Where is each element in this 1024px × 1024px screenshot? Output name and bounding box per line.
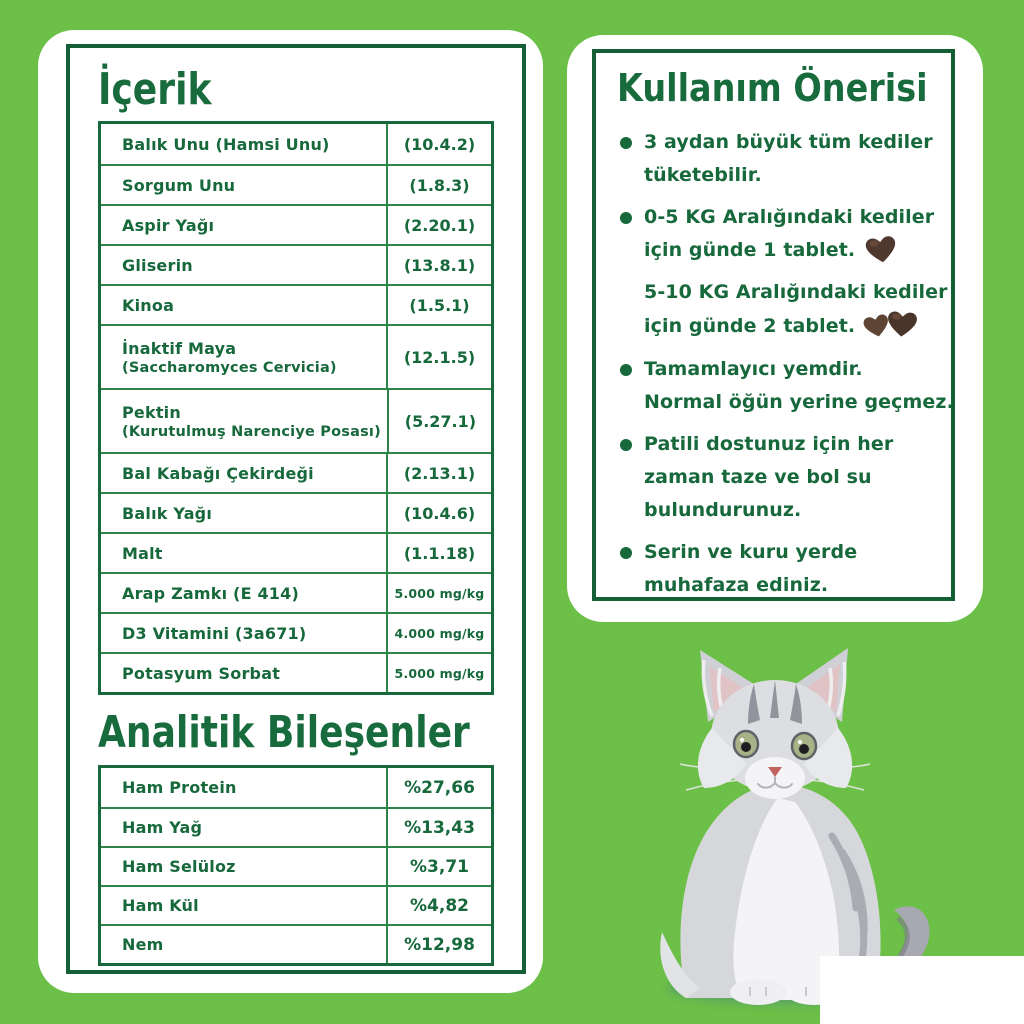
table-row <box>101 846 491 885</box>
ingredient-name: Ham Protein <box>122 778 237 797</box>
table-row <box>101 924 491 963</box>
usage-text: için günde 2 tablet. <box>644 315 856 337</box>
usage-card <box>567 35 983 622</box>
ingredients-table <box>98 121 494 695</box>
ingredient-value: %13,43 <box>386 809 491 846</box>
ingredient-name: Nem <box>122 935 164 954</box>
usage-text: Normal öğün yerine geçmez. <box>644 391 954 413</box>
table-row <box>101 324 491 388</box>
usage-text: bulundurunuz. <box>644 499 802 521</box>
ingredient-name: Aspir Yağı <box>122 215 215 235</box>
usage-text: muhafaza ediniz. <box>644 574 829 596</box>
usage-text: Serin ve kuru yerde <box>644 541 858 563</box>
ingredient-name: Ham Selüloz <box>122 857 236 876</box>
table-row <box>101 612 491 652</box>
ingredient-value: %4,82 <box>386 887 491 924</box>
list-item <box>617 126 947 192</box>
table-row <box>101 244 491 284</box>
table-row <box>101 204 491 244</box>
ingredient-name: D3 Vitamini (3a671) <box>122 623 307 643</box>
table-row <box>101 572 491 612</box>
ingredient-value: (1.5.1) <box>386 286 491 324</box>
ingredient-name: Arap Zamkı (E 414) <box>122 583 299 603</box>
ingredient-value: %27,66 <box>386 768 491 807</box>
bullet-dot-icon <box>620 364 632 376</box>
ingredient-value: %3,71 <box>386 848 491 885</box>
table-row <box>101 768 491 807</box>
usage-text: tüketebilir. <box>644 164 762 186</box>
list-item <box>617 276 947 344</box>
usage-text: Patili dostunuz için her <box>644 433 894 455</box>
ingredient-name: Balık Unu (Hamsi Unu) <box>122 134 330 154</box>
table-row <box>101 284 491 324</box>
ingredient-name: Gliserin <box>122 255 193 275</box>
list-item <box>617 428 947 527</box>
ingredient-value: 5.000 mg/kg <box>386 654 491 692</box>
usage-text: 3 aydan büyük tüm kediler <box>644 131 933 153</box>
ingredient-value: (1.8.3) <box>386 166 491 204</box>
usage-title: Kullanım Önerisi <box>617 66 928 110</box>
usage-text: Tamamlayıcı yemdir. <box>644 358 863 380</box>
ingredients-title: İçerik <box>98 64 212 115</box>
ingredient-name: Sorgum Unu <box>122 175 236 195</box>
corner-cutout <box>820 956 1024 1024</box>
ingredient-value: (13.8.1) <box>386 246 491 284</box>
table-row <box>101 885 491 924</box>
bullet-dot-icon <box>620 547 632 559</box>
ingredient-name: Pektin (Kurutulmuş Narenciye Posası) <box>122 402 381 440</box>
usage-list <box>617 126 954 602</box>
bullet-dot-icon <box>620 137 632 149</box>
heart-kibble-icon <box>862 304 924 344</box>
ingredient-value: (2.20.1) <box>386 206 491 244</box>
ingredient-name: Malt <box>122 543 163 563</box>
list-item <box>617 536 947 602</box>
table-row <box>101 807 491 846</box>
ingredient-value: (12.1.5) <box>386 326 491 388</box>
ingredient-name: Balık Yağı <box>122 503 213 523</box>
ingredient-value: %12,98 <box>386 926 491 963</box>
table-row <box>101 452 491 492</box>
ingredient-value: (2.13.1) <box>386 454 491 492</box>
list-item <box>617 201 947 267</box>
bullet-dot-icon <box>620 212 632 224</box>
analytics-table <box>98 765 494 966</box>
table-row <box>101 388 491 452</box>
table-row <box>101 532 491 572</box>
ingredient-value: (10.4.6) <box>386 494 491 532</box>
bullet-dot-icon <box>620 439 632 451</box>
ingredient-value: (1.1.18) <box>386 534 491 572</box>
ingredient-name: Bal Kabağı Çekirdeği <box>122 463 314 483</box>
ingredient-value: 5.000 mg/kg <box>386 574 491 612</box>
usage-text: 0-5 KG Aralığındaki kediler <box>644 206 935 228</box>
table-row <box>101 492 491 532</box>
ingredient-value: 4.000 mg/kg <box>386 614 491 652</box>
ingredient-name: Ham Kül <box>122 896 199 915</box>
table-row <box>101 652 491 692</box>
ingredients-card <box>38 30 543 993</box>
usage-text: 5-10 KG Aralığındaki kediler <box>644 281 948 303</box>
ingredient-name: Kinoa <box>122 295 175 315</box>
ingredient-name: İnaktif Maya (Saccharomyces Cervicia) <box>122 338 337 376</box>
ingredient-value: (5.27.1) <box>387 390 492 452</box>
list-item <box>617 353 954 419</box>
table-row <box>101 124 491 164</box>
ingredient-name: Potasyum Sorbat <box>122 663 281 683</box>
ingredient-name: Ham Yağ <box>122 818 203 837</box>
usage-text: zaman taze ve bol su <box>644 466 872 488</box>
ingredient-value: (10.4.2) <box>386 124 491 164</box>
table-row <box>101 164 491 204</box>
heart-kibble-icon <box>862 231 900 265</box>
analytics-title: Analitik Bileşenler <box>98 707 470 758</box>
usage-text: için günde 1 tablet. <box>644 239 856 261</box>
